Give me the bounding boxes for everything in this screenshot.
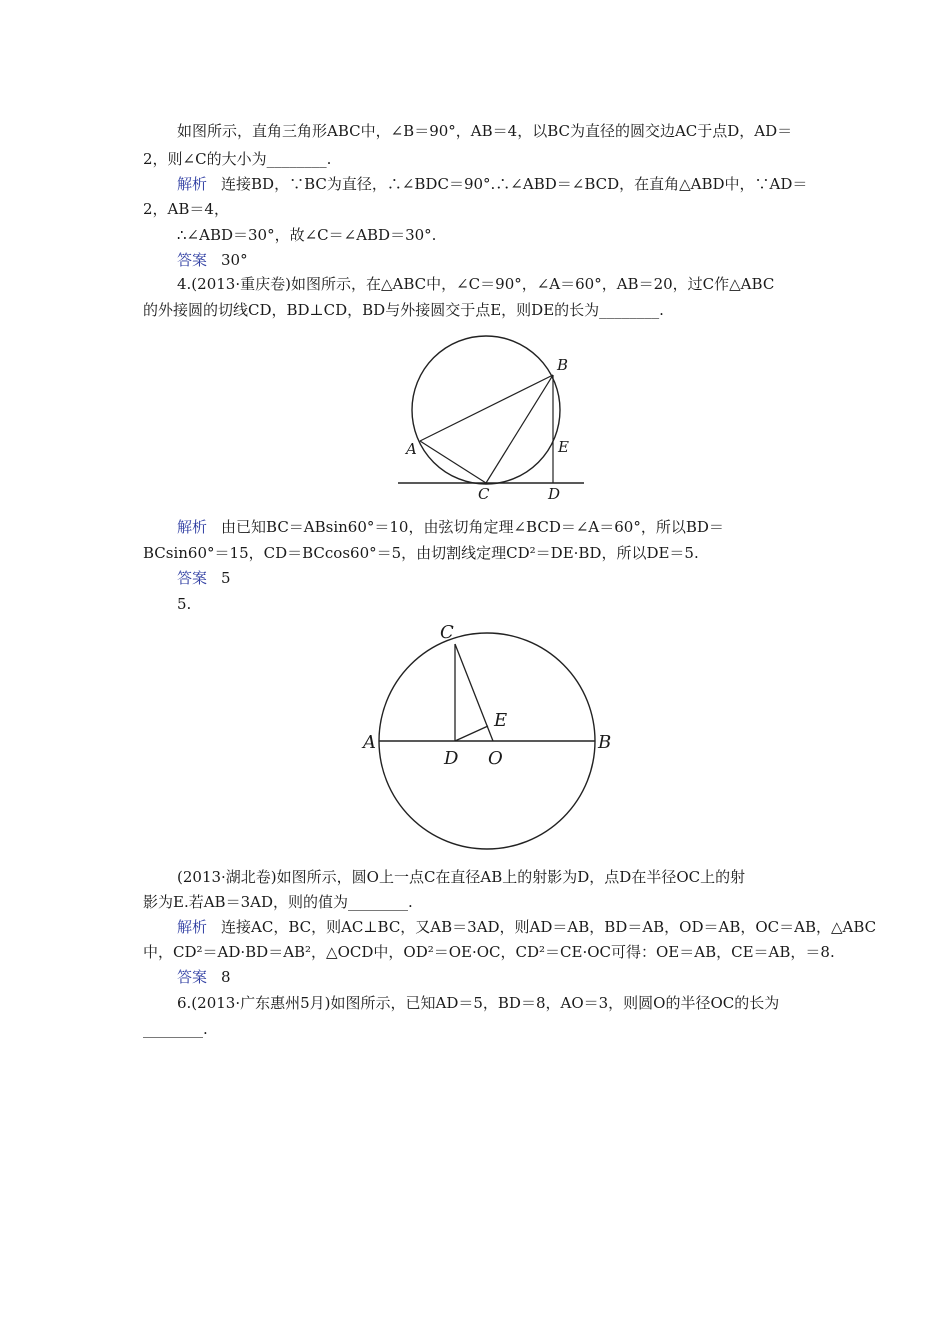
p6-question-line2: ________. xyxy=(143,1020,208,1038)
p4-solution-line1 xyxy=(177,516,724,538)
p6-question-line1: 6.(2013·广东惠州5月)如图所示，已知AD＝5，BD＝8，AO＝3，则圆O的半径OC的长为 xyxy=(177,994,780,1012)
answer-label: 答案 xyxy=(177,251,208,269)
p4-solution-line2: BCsin60°＝15，CD＝BCcos60°＝5，由切割线定理CD²＝DE·BD，所以DE＝5. xyxy=(143,544,699,562)
jiexi-label: 解析 xyxy=(177,518,208,536)
p4-answer-value: 5 xyxy=(221,569,231,587)
p5-solution-line2: 中，CD²＝AD·BD＝AB²，△OCD中，OD²＝OE·OC，CD²＝CE·OC可得：OE＝AB，CE＝AB，＝8. xyxy=(143,943,835,961)
p5-segment-de xyxy=(455,726,488,741)
p3-question-line2: 2，则∠C的大小为________. xyxy=(143,150,332,168)
p3-solution-line1 xyxy=(177,173,807,195)
p3-solution-line2: 2，AB＝4， xyxy=(143,200,229,218)
jiexi-label: 解析 xyxy=(177,918,208,936)
p5-label-d: D xyxy=(444,748,459,769)
p4-label-e: E xyxy=(558,438,569,456)
p5-label-e: E xyxy=(494,710,508,731)
p5-question-line2: 影为E.若AB＝3AD，则的值为________. xyxy=(143,893,413,911)
jiexi-label: 解析 xyxy=(177,175,208,193)
p4-circle xyxy=(412,336,560,484)
p3-question-line1: 如图所示，直角三角形ABC中，∠B＝90°，AB＝4，以BC为直径的圆交边AC于点D，AD＝ xyxy=(177,122,793,140)
p4-label-a: A xyxy=(406,440,417,458)
p5-label-o: O xyxy=(488,748,503,769)
p3-solution-text1: 连接BD，∵BC为直径，∴∠BDC＝90°.∴∠ABD＝∠BCD，在直角△ABD中，∵AD＝ xyxy=(221,175,808,193)
p4-figure xyxy=(390,332,600,512)
p3-answer xyxy=(177,249,248,271)
p4-question-line2: 的外接圆的切线CD，BD⊥CD，BD与外接圆交于点E，则DE的长为________. xyxy=(143,301,664,319)
p4-label-b: B xyxy=(557,356,569,374)
p4-label-d: D xyxy=(548,485,561,503)
p4-solution-text1: 由已知BC＝ABsin60°＝10，由弦切角定理∠BCD＝∠A＝60°，所以BD＝ xyxy=(221,518,724,536)
p5-answer xyxy=(177,966,231,988)
p5-label-c: C xyxy=(440,622,454,643)
p5-figure xyxy=(355,618,625,858)
p5-label-b: B xyxy=(598,732,612,753)
p5-solution-text1: 连接AC，BC，则AC⊥BC，又AB＝3AD，则AD＝AB，BD＝AB，OD＝AB，OC＝AB，△ABC xyxy=(221,918,877,936)
p4-answer xyxy=(177,567,231,589)
p4-question-line1: 4.(2013·重庆卷)如图所示，在△ABC中，∠C＝90°，∠A＝60°，AB＝20，过C作△ABC xyxy=(177,275,775,293)
p5-question-line1: (2013·湖北卷)如图所示，圆O上一点C在直径AB上的射影为D，点D在半径OC上的射 xyxy=(177,868,746,886)
p5-number: 5. xyxy=(177,595,192,613)
p5-label-a: A xyxy=(363,732,376,753)
answer-label: 答案 xyxy=(177,968,208,986)
p4-label-c: C xyxy=(478,485,490,503)
p3-solution-line3: ∴∠ABD＝30°，故∠C＝∠ABD＝30°. xyxy=(177,226,437,244)
p5-answer-value: 8 xyxy=(221,968,231,986)
p5-solution-line1 xyxy=(177,916,876,938)
p3-answer-value: 30° xyxy=(221,251,248,269)
answer-label: 答案 xyxy=(177,569,208,587)
